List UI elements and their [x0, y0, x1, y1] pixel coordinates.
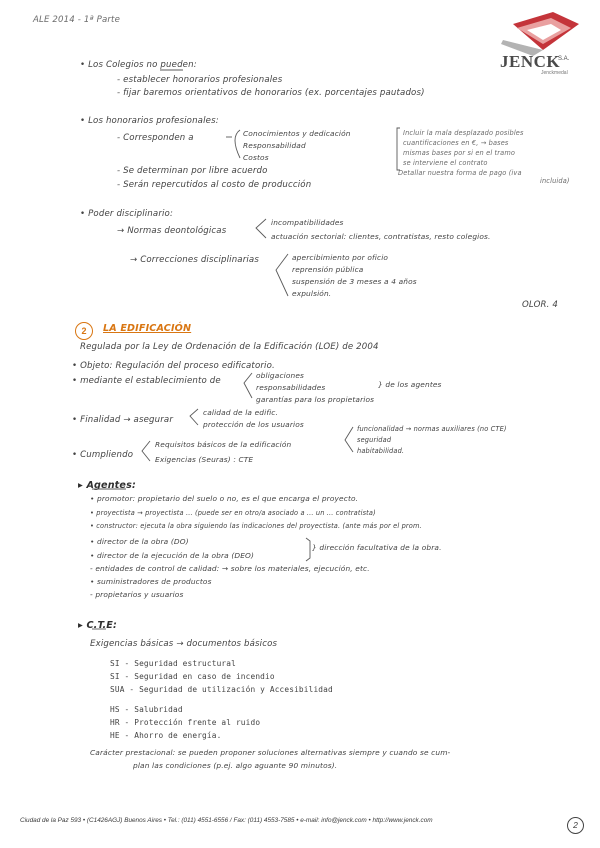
exigencias-text: Exigencias (Seuras) : CTE: [155, 455, 254, 464]
requisitos-item: funcionalidad → normas auxiliares (no CTE): [357, 425, 507, 433]
objeto-text: • Objeto: Regulación del proceso edificatorio.: [72, 361, 275, 371]
cte-code: HS - Salubridad: [110, 705, 183, 714]
brand-subtitle: Jenckmedal: [541, 70, 568, 76]
normas-label: → Normas deontológicas: [117, 226, 227, 236]
agentes-item: • suministradores de productos: [90, 577, 212, 586]
finalidad-text: • Finalidad → asegurar: [72, 415, 174, 425]
mediante-item: responsabilidades: [256, 383, 326, 392]
correcciones-label: → Correcciones disciplinarias: [130, 255, 259, 265]
caracter-text-cont: plan las condiciones (p.ej. algo aguante 90 minutos).: [133, 761, 338, 770]
honorarios-side-note: Detallar nuestra forma de pago (iva: [398, 169, 522, 177]
cte-code: HE - Ahorro de energía.: [110, 731, 222, 740]
date-note: OLOR. 4: [522, 300, 559, 310]
honorarios-side-note: cuantificaciones en €, → bases: [403, 139, 509, 147]
poder-heading: • Poder disciplinario:: [80, 209, 173, 219]
direccion-note: } dirección facultativa de la obra.: [312, 543, 442, 552]
cte-code: SI - Seguridad en caso de incendio: [110, 672, 275, 681]
honorarios-side-note: Incluir la mala desplazado posibles: [403, 129, 524, 137]
section-number: 2: [75, 322, 93, 340]
normas-item: actuación sectorial: clientes, contratistas, resto colegios.: [271, 232, 491, 241]
honorarios-branch-item: Conocimientos y dedicación: [243, 129, 351, 138]
honorarios-side-note: se interviene el contrato: [403, 159, 488, 167]
finalidad-item: calidad de la edific.: [203, 408, 278, 417]
mediante-item: obligaciones: [256, 371, 305, 380]
honorarios-item: - Se determinan por libre acuerdo: [117, 166, 268, 176]
caracter-text: Carácter prestacional: se pueden proponer soluciones alternativas siempre y cuando se cum-: [90, 748, 451, 757]
brand-suffix: S.A.: [558, 56, 570, 62]
header-note: ALE 2014 - 1ª Parte: [33, 15, 120, 25]
correcciones-item: reprensión pública: [292, 265, 364, 274]
correcciones-item: expulsión.: [292, 289, 332, 298]
agentes-item: • proyectista → proyectista ... (puede ser en otro/a asociado a ... un ... contratista): [90, 509, 376, 517]
cumpliendo-text: • Cumpliendo: [72, 450, 134, 460]
colegios-heading: • Los Colegios no pueden:: [80, 60, 197, 70]
agentes-item: • director de la obra (DO): [90, 537, 189, 546]
agentes-heading: ▸ Agentes:: [78, 480, 136, 491]
honorarios-branch-item: Costos: [243, 153, 269, 162]
agentes-item: • constructor: ejecuta la obra siguiendo las indicaciones del proyectista. (ante más por el prom.: [90, 522, 422, 530]
requisitos-item: habitabilidad.: [357, 447, 405, 455]
colegios-item: - fijar baremos orientativos de honorarios (ex. porcentajes pautados): [117, 88, 425, 98]
agentes-item: • promotor: propietario del suelo o no, es el que encarga el proyecto.: [90, 494, 359, 503]
cte-code: HR - Protección frente al ruido: [110, 718, 261, 727]
mediante-text: • mediante el establecimiento de: [72, 376, 221, 386]
honorarios-heading: • Los honorarios profesionales:: [80, 116, 219, 126]
regulada-text: Regulada por la Ley de Ordenación de la Edificación (LOE) de 2004: [80, 342, 379, 352]
cte-heading: ▸ C.T.E:: [78, 620, 117, 631]
page-number: 2: [567, 817, 584, 834]
cte-exigencias: Exigencias básicas → documentos básicos: [90, 639, 278, 649]
correcciones-item: apercibimiento por oficio: [292, 253, 389, 262]
agentes-ref: } de los agentes: [378, 380, 442, 389]
agentes-item: - propietarios y usuarios: [90, 590, 184, 599]
agentes-item: - entidades de control de calidad: → sobre los materiales, ejecución, etc.: [90, 564, 370, 573]
honorarios-side-note: incluida): [540, 177, 570, 185]
honorarios-side-note: mismas bases por si en el tramo: [403, 149, 516, 157]
requisitos-text: Requisitos básicos de la edificación: [155, 440, 292, 449]
finalidad-item: protección de los usuarios: [203, 420, 304, 429]
brand-name: JENCK: [500, 52, 561, 71]
cte-code: SUA - Seguridad de utilización y Accesibilidad: [110, 685, 333, 694]
honorarios-item: - Serán repercutidos al costo de producción: [117, 180, 312, 190]
cte-code: SI - Seguridad estructural: [110, 659, 236, 668]
correcciones-item: suspensión de 3 meses a 4 años: [292, 277, 417, 286]
corresponden-label: - Corresponden a: [117, 133, 194, 143]
mediante-item: garantías para los propietarios: [256, 395, 375, 404]
requisitos-item: seguridad: [357, 436, 392, 444]
footer-address: Ciudad de la Paz 593 • (C1426AGJ) Buenos Aires • Tel.: (011) 4551-6556 / Fax: (011) 4553-7585 • e-mail: info@jenck.com • http://www.jenck.com: [20, 817, 433, 824]
agentes-item: • director de la ejecución de la obra (DEO): [90, 551, 255, 560]
normas-item: incompatibilidades: [271, 218, 344, 227]
honorarios-branch-item: Responsabilidad: [243, 141, 306, 150]
section-title: LA EDIFICACIÓN: [103, 323, 192, 334]
colegios-item: - establecer honorarios profesionales: [117, 75, 283, 85]
